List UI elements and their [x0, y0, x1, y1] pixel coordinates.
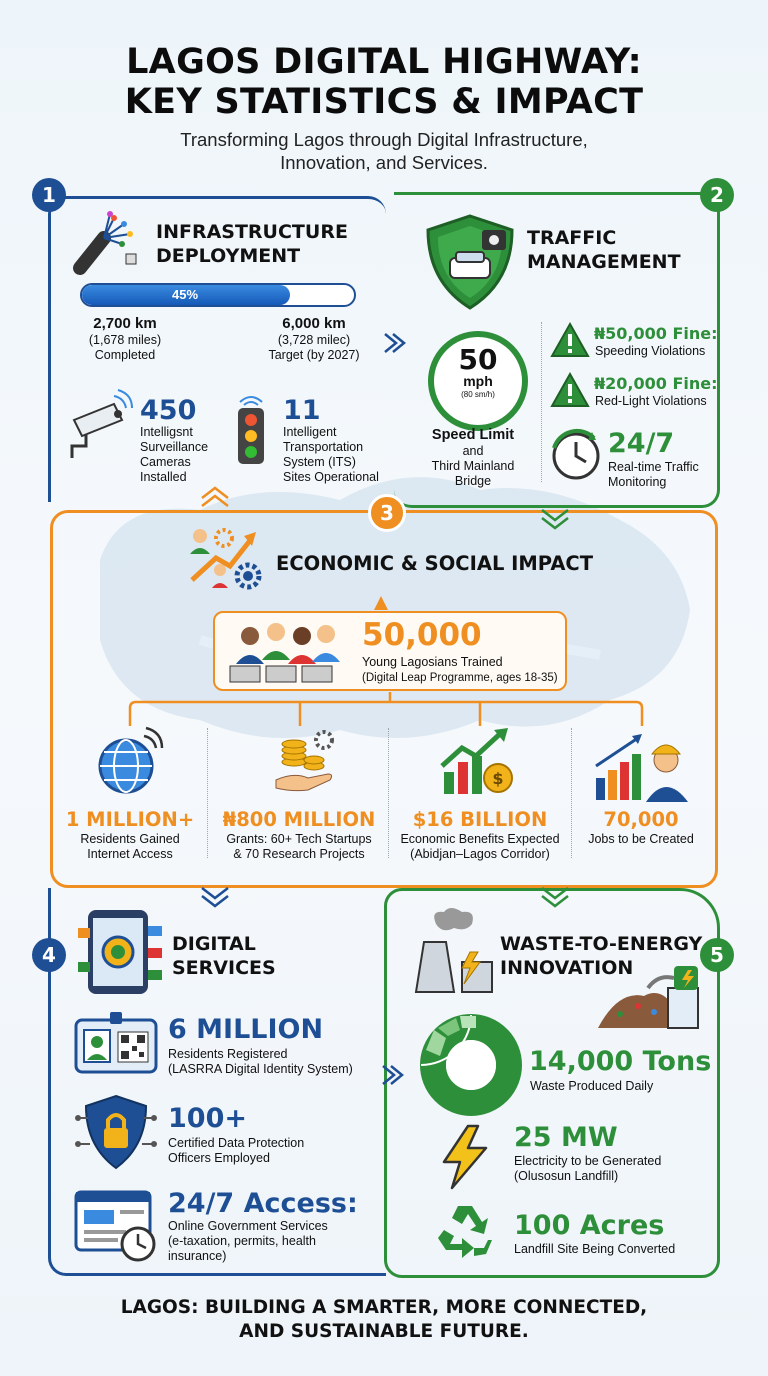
- section-number-badge: 2: [700, 178, 734, 212]
- divider: [541, 322, 542, 482]
- clock-icon: [548, 428, 604, 484]
- land-value: 100 Acres: [514, 1210, 665, 1241]
- trained-label: Young Lagosians Trained: [362, 655, 503, 669]
- section-5-heading: WASTE-TO-ENERGY INNOVATION: [500, 933, 703, 979]
- lightning-bolt-icon: [438, 1124, 492, 1190]
- completed-stat: 2,700 km (1,678 miles) Completed: [88, 315, 162, 362]
- cameras-label: Intelligsnt Surveillance Cameras Installed: [140, 425, 209, 484]
- page-title: LAGOS DIGITAL HIGHWAY: KEY STATISTICS & IMPACT: [124, 42, 644, 122]
- id-label: Residents Registered (LASRRA Digital Identity System): [168, 1047, 353, 1076]
- stat-value: 1 MILLION+: [65, 808, 195, 831]
- id-value: 6 MILLION: [168, 1014, 324, 1045]
- chevron-down-icon: [540, 886, 570, 908]
- its-label: Intelligent Transportation System (ITS) Sites Operational: [283, 425, 379, 484]
- section-2-heading: TRAFFIC MANAGEMENT: [527, 227, 681, 273]
- shield-camera-icon: [420, 212, 520, 312]
- surveillance-camera-icon: [66, 390, 132, 460]
- section-number-badge: 3: [368, 494, 406, 532]
- speed-limit-label: Speed Limit and Third Mainland Bridge: [431, 427, 515, 488]
- progress-label: 45%: [171, 287, 199, 302]
- stat-value: ₦800 MILLION: [222, 808, 376, 831]
- monitor-label: Real-time Traffic Monitoring: [608, 460, 699, 489]
- chevron-right-icon: [380, 1062, 406, 1088]
- tablet-apps-icon: [78, 908, 164, 998]
- fine1-label: Speeding Violations: [595, 344, 706, 358]
- globe-wifi-icon: [96, 726, 162, 796]
- warning-icon: [550, 322, 590, 358]
- trained-note: (Digital Leap Programme, ages 18-35): [362, 672, 558, 684]
- id-card-icon: [74, 1010, 158, 1074]
- recycle-icon: [432, 1200, 498, 1266]
- traffic-light-icon: [226, 392, 276, 472]
- fiber-cable-icon: [74, 208, 144, 274]
- section-number-badge: 1: [32, 178, 66, 212]
- chevron-down-icon: [200, 886, 230, 908]
- stat-label: Jobs to be Created: [588, 832, 694, 846]
- speed-limit-sign: 50 mph (80 sm/h): [428, 331, 528, 431]
- section-3-heading: ECONOMIC & SOCIAL IMPACT: [276, 552, 594, 575]
- hand-coins-icon: [274, 728, 338, 796]
- cameras-value: 450: [140, 395, 197, 426]
- divider: [571, 728, 572, 858]
- footer-tagline: LAGOS: BUILDING A SMARTER, MORE CONNECTED, AND SUSTAINABLE FUTURE.: [120, 1297, 648, 1342]
- land-label: Landfill Site Being Converted: [514, 1242, 676, 1256]
- growth-gears-icon: [186, 524, 266, 594]
- fine2-value: ₦20,000 Fine:: [594, 374, 718, 393]
- waste-donut-chart: [416, 1010, 526, 1120]
- landfill-energy-icon: [598, 960, 704, 1030]
- growth-chart-icon: [440, 726, 516, 796]
- power-plant-icon: [410, 906, 496, 994]
- stat-label: Residents Gained Internet Access: [80, 832, 180, 861]
- browser-clock-icon: [74, 1188, 158, 1264]
- stat-label: Economic Benefits Expected (Abidjan–Lagos Corridor): [400, 832, 560, 861]
- section-number-badge: 4: [32, 938, 66, 972]
- target-stat: 6,000 km (3,728 milec) Target (by 2027): [268, 315, 360, 362]
- fine2-label: Red-Light Violations: [595, 394, 707, 408]
- section-4-heading: DIGITAL SERVICES: [172, 933, 276, 979]
- trained-value: 50,000: [362, 617, 482, 653]
- chevron-up-icon: [200, 486, 230, 508]
- worker-chart-icon: [594, 732, 690, 802]
- power-label: Electricity to be Generated (Olusosun Landfill): [514, 1154, 662, 1183]
- access-label: Online Government Services (e-taxation, permits, health insurance): [168, 1219, 328, 1263]
- section-number-badge: 5: [700, 938, 734, 972]
- access-value: 24/7 Access:: [168, 1188, 358, 1219]
- students-laptops-icon: [226, 618, 350, 686]
- divider: [388, 728, 389, 858]
- page-subtitle: Transforming Lagos through Digital Infrastructure, Innovation, and Services.: [180, 129, 588, 173]
- chevron-right-icon: [382, 330, 408, 356]
- connector-lines: [126, 690, 646, 730]
- shield-lock-icon: [74, 1094, 158, 1170]
- warning-icon: [550, 372, 590, 408]
- dpo-value: 100+: [168, 1103, 247, 1134]
- power-value: 25 MW: [514, 1122, 618, 1153]
- its-value: 11: [283, 395, 321, 426]
- fine1-value: ₦50,000 Fine:: [594, 324, 718, 343]
- stat-value: 70,000: [603, 808, 679, 831]
- waste-value: 14,000 Tons: [529, 1046, 712, 1077]
- waste-label: Waste Produced Daily: [530, 1079, 654, 1093]
- stat-label: Grants: 60+ Tech Startups & 70 Research Projects: [226, 832, 372, 861]
- section-1-heading: INFRASTRUCTURE DEPLOYMENT: [156, 221, 348, 267]
- svg-text:$: $: [492, 769, 504, 788]
- chevron-down-icon: [540, 508, 570, 530]
- dpo-label: Certified Data Protection Officers Employed: [168, 1136, 305, 1165]
- monitor-value: 24/7: [608, 428, 675, 459]
- arrow-up-icon: [374, 596, 388, 610]
- stat-value: $16 BILLION: [412, 808, 548, 831]
- divider: [207, 728, 208, 858]
